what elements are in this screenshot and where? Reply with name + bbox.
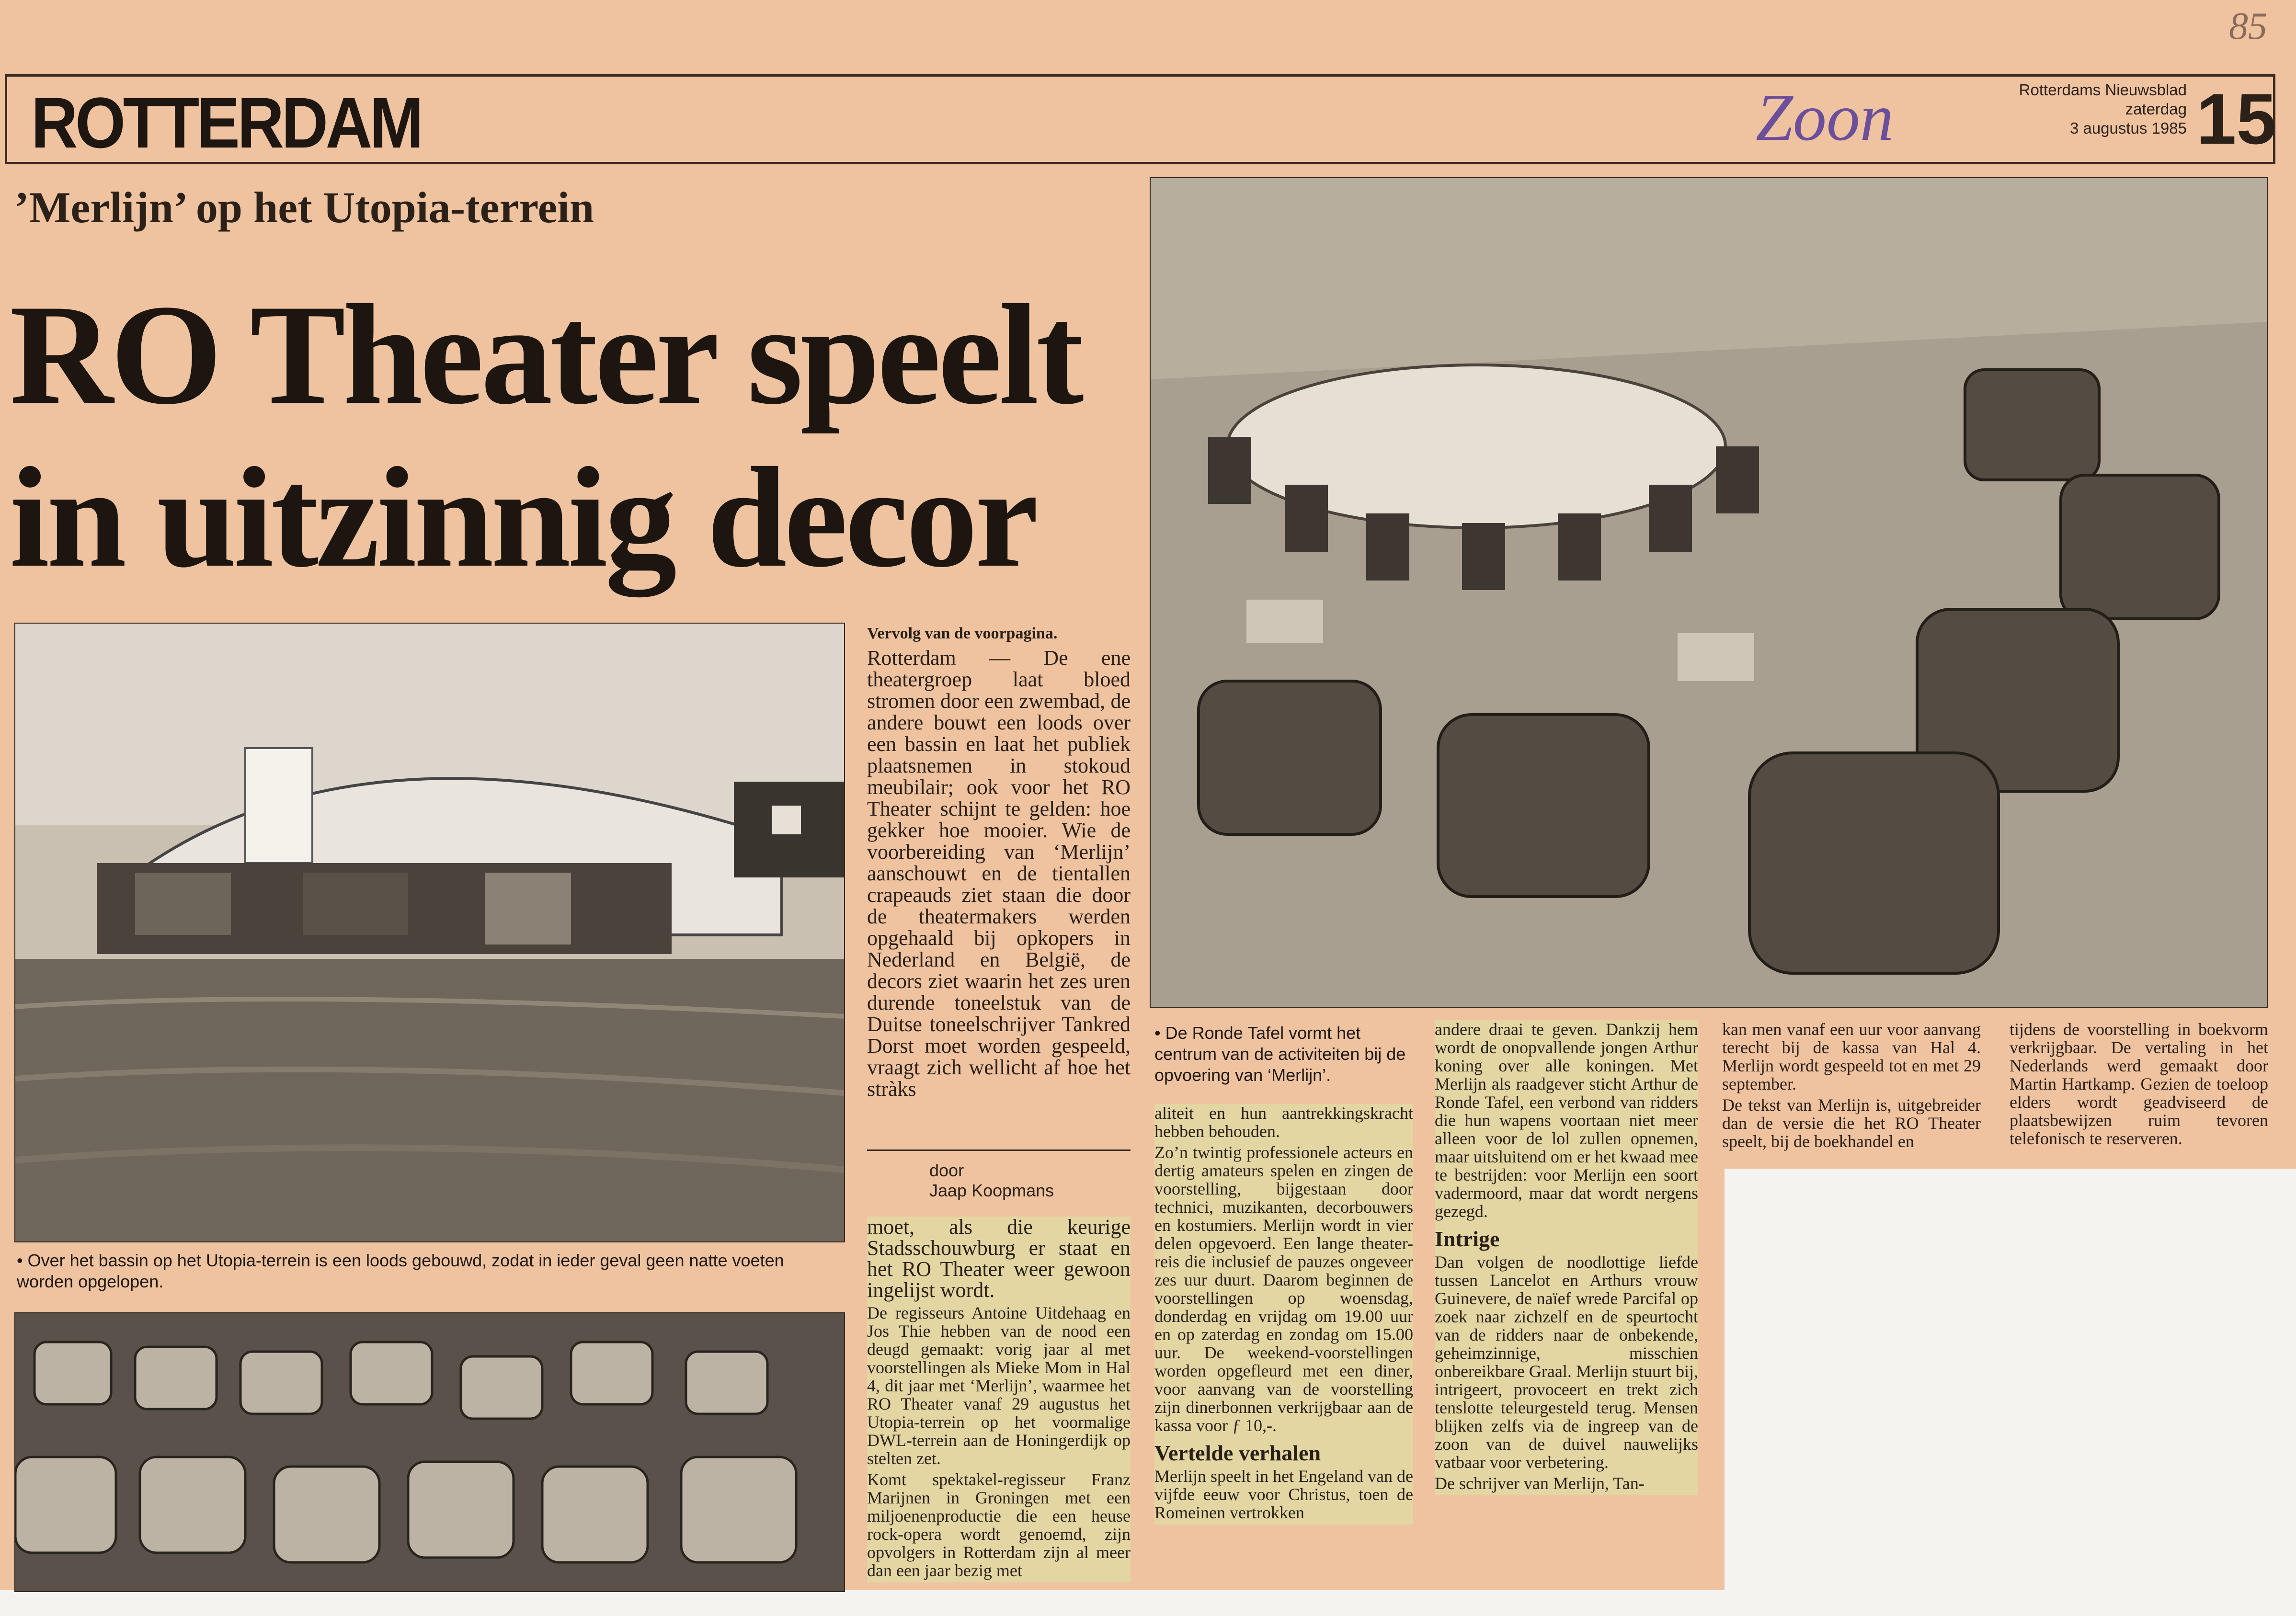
article-paragraph: Komt spektakel-regisseur Franz Marijnen in Groningen met een miljoenenproductie die een heuse rock-opera wordt genoemd, zijn opvolgers in Rotterdam zijn al meer dan een jaar bezig met xyxy=(867,1470,1131,1580)
continued-label: Vervolg van de voorpagina. xyxy=(867,625,1058,642)
article-column-1 xyxy=(867,1217,1131,1582)
byline-prefix: door xyxy=(929,1161,964,1180)
newspaper-name: Rotterdams Nieuwsblad xyxy=(2019,81,2187,99)
blank-background xyxy=(1725,1169,2296,1616)
article-paragraph: Zo’n twintig professionele acteurs en dertig amateurs spelen en zingen de voorstelling, bijgestaan door technici, muzikanten, decorbouwers en kostumiers. Merlijn wordt in vier delen opgevoerd. Een lange theater-reis die inclusief de pauzes ongeveer zes uur duurt. Daarom beginnen de voorstellingen op woensdag, donderdag en vrijdag om 19.00 uur en op zaterdag en zondag om 15.00 uur. De weekend-voorstellingen worden opgefleurd met een diner, voor aanvang van de voorstelling zijn dinerbonnen verkrijgbaar aan de kassa voor ƒ 10,-. xyxy=(1154,1143,1413,1435)
article-paragraph: moet, als die keurige Stadsschouwburg er staat en het RO Theater weer gewoon ingelijst wordt. xyxy=(867,1215,1131,1302)
headline-line-2: in uitzinnig decor xyxy=(10,438,1036,597)
article-paragraph: Merlijn speelt in het Engeland van de vijfde eeuw voor Christus, toen de Romeinen vertrokken xyxy=(1154,1467,1413,1522)
article-column-3 xyxy=(1435,1020,1698,1495)
pencil-annotation: 85 xyxy=(2229,5,2267,47)
main-headline xyxy=(10,273,1131,599)
article-column-2 xyxy=(1154,1104,1413,1525)
photo-round-table xyxy=(1150,177,2268,1008)
article-column-4 xyxy=(1722,1020,1981,1153)
section-title: ROTTERDAM xyxy=(31,82,421,163)
photo-armchairs xyxy=(14,1312,845,1592)
article-column-lead xyxy=(867,623,1131,1103)
author-name: Jaap Koopmans xyxy=(929,1181,1054,1200)
handwritten-note: Zoon xyxy=(1756,80,1894,155)
photo-pool-building xyxy=(14,623,845,1242)
subheading: Vertelde verhalen xyxy=(1154,1441,1321,1465)
page-number: 15 xyxy=(2196,79,2276,159)
article-paragraph: kan men vanaf een uur voor aanvang terecht bij de kassa van Hal 4. Merlijn wordt gespeeld tot en met 29 september. xyxy=(1722,1020,1981,1093)
newspaper-info xyxy=(2010,80,2187,138)
issue-date: 3 augustus 1985 xyxy=(2069,119,2187,137)
lead-paragraph: Rotterdam — De ene theatergroep laat bloed stromen door een zwembad, de andere bouwt een loods over een bassin en laat het publiek plaatsnemen in stokoud meubilair; ook voor het RO Theater schijnt te gelden: hoe gekker hoe mooier. Wie de voorbereiding van ‘Merlijn’ aanschouwt en de tientallen crapeauds ziet staan die door de theatermakers werden opgehaald bij opkopers in Nederland en België, de decors ziet waarin het zes uren durende toneelstuk van de Duitse toneelschrijver Tankred Dorst moet worden gespeeld, vraagt zich wellicht af hoe het stràks xyxy=(867,646,1131,1101)
blank-background-strip xyxy=(0,1590,2296,1616)
issue-day: zaterdag xyxy=(2125,100,2187,118)
article-paragraph: De tekst van Merlijn is, uitgebreider dan de versie die het RO Theater speelt, bij de boekhandel en xyxy=(1722,1095,1981,1151)
article-column-5 xyxy=(2010,1020,2268,1150)
article-paragraph: andere draai te geven. Dankzij hem wordt de onopvallende jongen Arthur koning over alle koningen. Met Merlijn als raadgever sticht Arthur de Ronde Tafel, een verbond van ridders die hun wapens voortaan niet meer alleen voor de lol zullen opnemen, maar uitsluitend om er het kwaad mee te bestrijden: voor Merlijn een soort vadermoord, maar dat wordt nergens gezegd. xyxy=(1435,1020,1698,1221)
article-paragraph: De regisseurs Antoine Uitdehaag en Jos Thie hebben van de nood een deugd gemaakt: vorig jaar al met voorstellingen als Mieke Mom in Hal 4, dit jaar met ‘Merlijn’, waarmee het RO Theater vanaf 29 augustus het Utopia-terrein op het voormalige DWL-terrein aan de Honingerdijk op stelten zet. xyxy=(867,1303,1131,1468)
byline xyxy=(867,1149,1131,1201)
article-paragraph: Dan volgen de noodlottige liefde tussen Lancelot en Arthurs vrouw Guinevere, de naïef wrede Parcifal op zoek naar zichzelf en de speurtocht van de ridders naar de onbekende, geheimzinnige, misschien onbereikbare Graal. Merlijn stuurt bij, intrigeert, provoceert en trekt zich tenslotte teleurgesteld terug. Mensen blijken zelfs via de ingreep van de zoon van de duivel nauwelijks vatbaar voor verbetering. xyxy=(1435,1252,1698,1472)
page-header xyxy=(5,74,2275,164)
headline-line-1: RO Theater speelt xyxy=(10,275,1081,434)
kicker-headline: ’Merlijn’ op het Utopia-terrein xyxy=(14,183,594,232)
photo-caption-pool: • Over het bassin op het Utopia-terrein is een loods gebouwd, zodat in ieder geval geen natte voeten worden opgelopen. xyxy=(17,1251,784,1291)
photo-caption-table: • De Ronde Tafel vormt het centrum van de activiteiten bij de opvoering van ‘Merlijn’. xyxy=(1154,1023,1406,1085)
article-paragraph: tijdens de voorstelling in boekvorm verkrijgbaar. De vertaling in het Nederlands werd gemaakt door Martin Hartkamp. Gezien de toeloop elders wordt geadviseerd de plaatsbewijzen ruim tevoren telefonisch te reserveren. xyxy=(2010,1020,2268,1148)
article-paragraph: De schrijver van Merlijn, Tan- xyxy=(1435,1474,1645,1493)
subheading: Intrige xyxy=(1435,1227,1500,1251)
article-paragraph: aliteit en hun aantrekkingskracht hebben behouden. xyxy=(1154,1104,1413,1141)
